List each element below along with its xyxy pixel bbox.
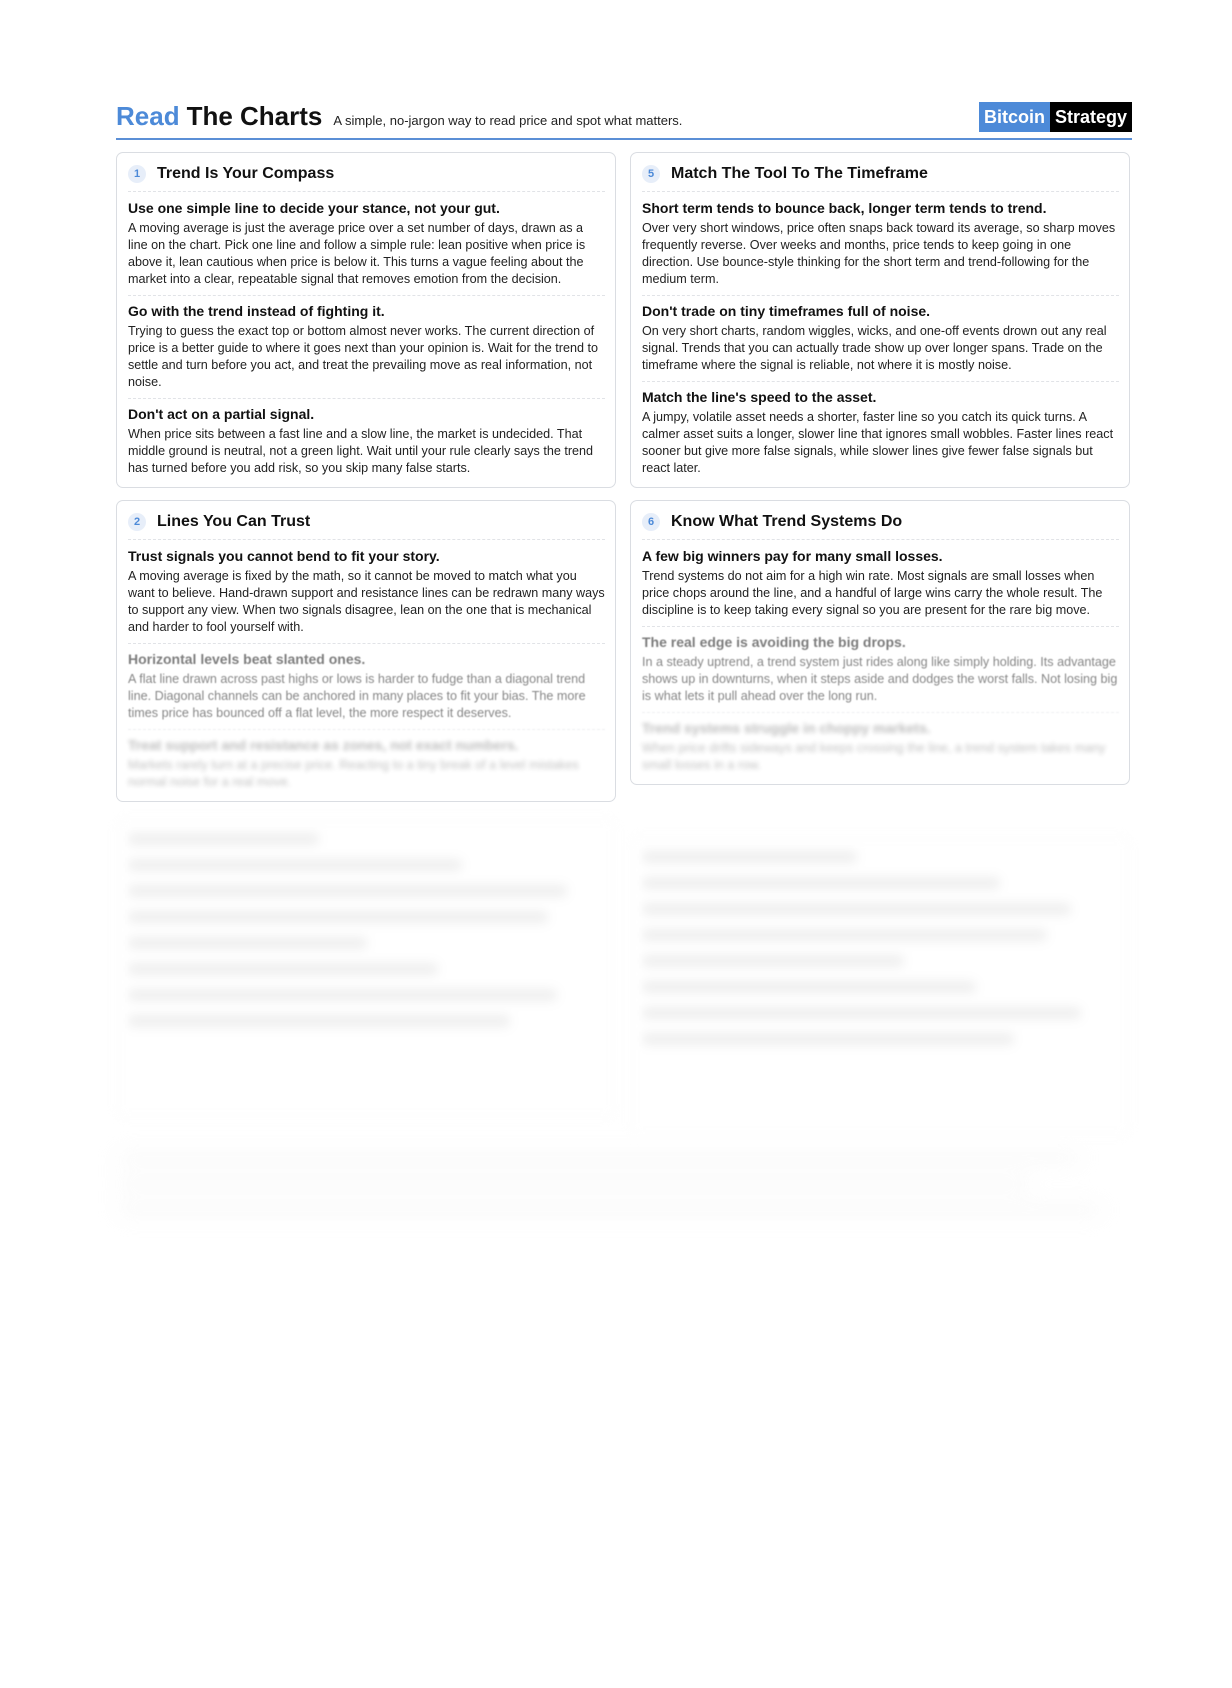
header — [116, 100, 1132, 140]
item-text: Trend systems do not aim for a high win rate. Most signals are small losses when price chops around the line, and a handful of large wins carry the whole result. The discipline is to keep taking every signal so you are present for the rare big move. — [642, 569, 1103, 617]
card-title: Know What Trend Systems Do — [671, 513, 903, 530]
item-heading: Trust signals you cannot bend to fit your story. — [128, 548, 440, 564]
item-text: On very short charts, random wiggles, wicks, and one-off events drown out any real signal. Trends that you can actually trade show up over longer spans. Trade on the timeframe where the signal is reliable, not where it is mostly noise. — [642, 324, 1107, 372]
badge-strategy: Strategy — [1050, 102, 1132, 132]
item-text: A jumpy, volatile asset needs a shorter, faster line so you catch its quick turns. A calmer asset suits a longer, slower line that ignores small wobbles. Faster lines react sooner but give more false signals, while slower lines give fewer false signals but react later. — [642, 410, 1114, 475]
title — [116, 101, 682, 138]
item-text: Trying to guess the exact top or bottom almost never works. The current direction of price is a better guide to where it goes next than your opinion is. Wait for the trend to settle and turn before you act, and treat the prevailing move as real information, not noise. — [128, 324, 598, 389]
item-text: When price sits between a fast line and a slow line, the market is undecided. That middle ground is neutral, not a green light. Wait until your rule clearly says the trend has turned before you add risk, so you skip many false starts. — [128, 427, 594, 475]
card-item — [128, 200, 605, 296]
item-heading: Don't trade on tiny timeframes full of noise. — [642, 303, 931, 319]
item-heading: Don't act on a partial signal. — [128, 406, 315, 422]
item-heading: Treat support and resistance as zones, not exact numbers. — [128, 737, 519, 753]
card-header — [128, 509, 605, 540]
card-number: 6 — [642, 513, 660, 531]
card-header — [642, 161, 1119, 192]
item-heading: Trend systems struggle in choppy markets. — [642, 720, 931, 736]
card-item — [128, 303, 605, 399]
item-heading: Short term tends to bounce back, longer term tends to trend. — [642, 200, 1047, 216]
card-item — [642, 303, 1119, 382]
item-text: Markets rarely turn at a precise price. Reacting to a tiny break of a level mistakes normal noise for a real move. — [128, 758, 579, 789]
brand-badge — [979, 102, 1132, 132]
card-lines-you-can-trust — [116, 500, 616, 802]
item-heading: Match the line's speed to the asset. — [642, 389, 877, 405]
card-item — [642, 634, 1119, 713]
item-text: In a steady uptrend, a trend system just rides along like simply holding. Its advantage shows up in downturns, when it steps aside and dodges the worst falls. Not losing big is what lets it pull ahead over the long run. — [642, 655, 1118, 703]
card-header — [128, 161, 605, 192]
item-text: Over very short windows, price often snaps back toward its average, so sharp moves frequently reverse. Over weeks and months, price tends to keep going in one direction. Use bounce-style thinking for the short term and trend-following for the medium term. — [642, 221, 1116, 286]
card-item — [642, 389, 1119, 477]
card-item — [642, 548, 1119, 627]
item-heading: Use one simple line to decide your stance, not your gut. — [128, 200, 500, 216]
card-blurred-left — [116, 818, 616, 1118]
item-heading: The real edge is avoiding the big drops. — [642, 634, 906, 650]
card-match-tool-timeframe — [630, 152, 1130, 488]
item-heading: Go with the trend instead of fighting it. — [128, 303, 385, 319]
card-blurred-right — [630, 836, 1130, 1136]
card-trend-compass — [116, 152, 616, 488]
card-number: 2 — [128, 513, 146, 531]
card-header — [642, 509, 1119, 540]
subtitle: A simple, no-jargon way to read price and spot what matters. — [333, 113, 683, 128]
card-number: 5 — [642, 165, 660, 183]
card-title: Lines You Can Trust — [157, 513, 311, 530]
card-item — [642, 720, 1119, 774]
item-heading: Horizontal levels beat slanted ones. — [128, 651, 366, 667]
item-text: A flat line drawn across past highs or lows is harder to fudge than a diagonal trend line. Diagonal channels can be anchored in many places to fit your bias. The more times price has bounced off a flat level, the more respect it deserves. — [128, 672, 586, 720]
card-item — [128, 548, 605, 644]
item-text: When price drifts sideways and keeps crossing the line, a trend system takes many small losses in a row. — [642, 741, 1106, 772]
card-trend-systems — [630, 500, 1130, 785]
item-text: A moving average is fixed by the math, so it cannot be moved to match what you want to believe. Hand-drawn support and resistance lines can be redrawn many ways to support any view. When two signals disagree, lean on the one that is mechanical and harder to fool yourself with. — [128, 569, 605, 634]
badge-bitcoin: Bitcoin — [979, 102, 1050, 132]
card-item — [642, 200, 1119, 296]
card-number: 1 — [128, 165, 146, 183]
item-heading: A few big winners pay for many small losses. — [642, 548, 943, 564]
card-item — [128, 737, 605, 791]
card-title: Match The Tool To The Timeframe — [671, 165, 928, 182]
card-item — [128, 651, 605, 730]
title-main: The Charts — [186, 101, 323, 131]
blurred-lower-area — [116, 1152, 1132, 1622]
page — [116, 100, 1132, 789]
title-accent: Read — [116, 101, 180, 131]
item-text: A moving average is just the average price over a set number of days, drawn as a line on the chart. Pick one line and follow a simple rule: lean positive when price is above it, lean cautious when price is below it. This turns a vague feeling about the market into a clear, repeatable signal that removes emotion from the decision. — [128, 221, 586, 286]
card-item — [128, 406, 605, 477]
card-title: Trend Is Your Compass — [157, 165, 335, 182]
